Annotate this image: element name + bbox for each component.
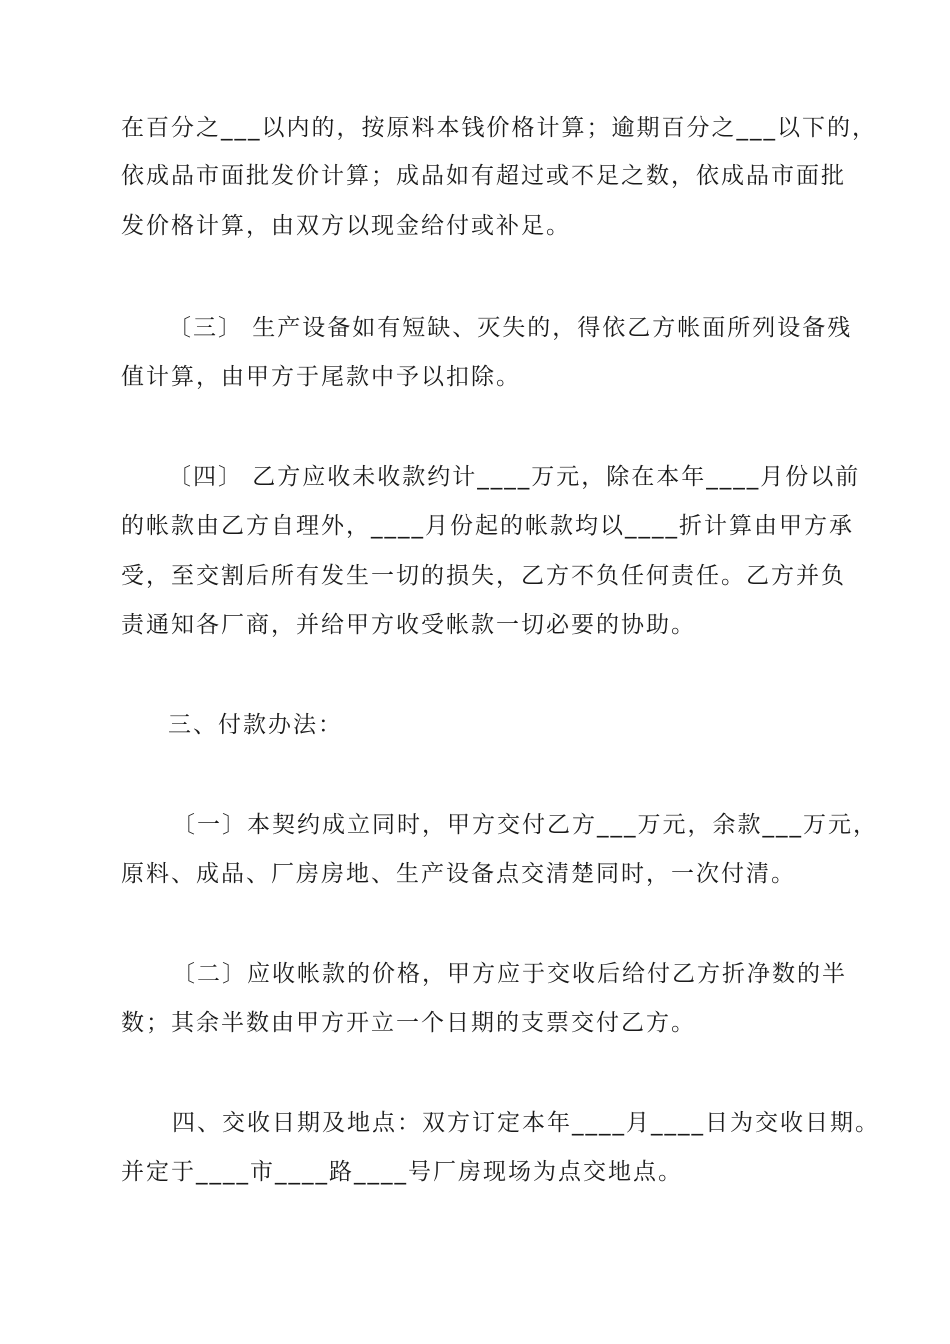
paragraph-3-line-3: 受，至交割后所有发生一切的损失，乙方不负任何责任。乙方并负	[121, 563, 846, 589]
paragraph-3-line-1: 〔四〕 乙方应收未收款约计____万元，除在本年____月份以前	[168, 464, 861, 490]
paragraph-1-line-2: 依成品市面批发价计算；成品如有超过或不足之数，依成品市面批	[121, 163, 846, 189]
paragraph-1-line-1: 在百分之___以内的，按原料本钱价格计算；逾期百分之___以下的，	[121, 115, 877, 141]
section-heading-payment: 三、付款办法：	[168, 712, 343, 738]
paragraph-5-line-2: 原料、成品、厂房房地、生产设备点交清楚同时，一次付清。	[121, 861, 796, 887]
paragraph-5-line-1: 〔一〕本契约成立同时，甲方交付乙方___万元，余款___万元，	[172, 812, 878, 838]
paragraph-7-line-1: 四、交收日期及地点：双方订定本年____月____日为交收日期。	[172, 1110, 880, 1136]
paragraph-3-line-4: 责通知各厂商，并给甲方收受帐款一切必要的协助。	[121, 612, 696, 638]
paragraph-1-line-3: 发价格计算，由双方以现金给付或补足。	[121, 213, 571, 239]
paragraph-6-line-2: 数；其余半数由甲方开立一个日期的支票交付乙方。	[121, 1010, 696, 1036]
paragraph-3-line-2: 的帐款由乙方自理外，____月份起的帐款均以____折计算由甲方承	[121, 513, 854, 539]
paragraph-7-line-2: 并定于____市____路____号厂房现场为点交地点。	[121, 1159, 683, 1185]
paragraph-2-line-1: 〔三〕 生产设备如有短缺、灭失的，得依乙方帐面所列设备残	[168, 315, 853, 341]
paragraph-2-line-2: 值计算，由甲方于尾款中予以扣除。	[121, 364, 521, 390]
paragraph-6-line-1: 〔二〕应收帐款的价格，甲方应于交收后给付乙方折净数的半	[172, 961, 847, 987]
